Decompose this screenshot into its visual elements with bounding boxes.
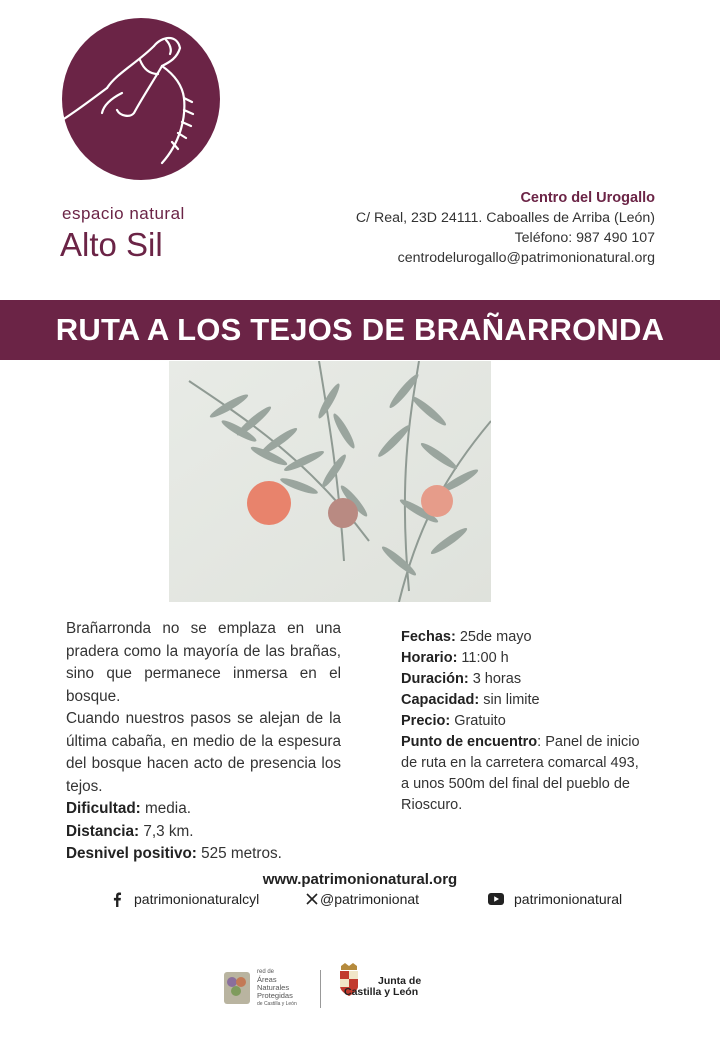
route-description	[66, 618, 341, 866]
x-logo-icon	[306, 893, 318, 905]
youtube-link[interactable]	[488, 891, 622, 907]
junta-text	[344, 975, 422, 998]
capercaillie-logo-icon	[62, 18, 220, 180]
schedule-row	[401, 648, 641, 669]
protected-areas-text	[257, 968, 297, 1008]
dates-row	[401, 627, 641, 648]
schedule-value: 11:00 h	[457, 650, 509, 666]
meeting-row	[401, 732, 641, 816]
youtube-handle: patrimonionatural	[514, 891, 623, 907]
yew-photo	[169, 361, 491, 602]
logo-title: Alto Sil	[60, 226, 163, 263]
protected-areas-logo	[223, 966, 315, 1010]
price-label: Precio:	[401, 713, 451, 729]
event-details	[401, 627, 641, 816]
price-row	[401, 711, 641, 732]
contact-name: Centro del Urogallo	[520, 190, 655, 206]
difficulty-value: media.	[140, 800, 191, 817]
junta-logo	[337, 962, 421, 998]
dates-value: 25de mayo	[455, 629, 532, 645]
meeting-label: Punto de encuentro	[401, 734, 538, 750]
twitter-handle: @patrimonionat	[320, 891, 420, 907]
distance-value: 7,3 km.	[139, 822, 194, 840]
route-title: RUTA A LOS TEJOS DE BRAÑARRONDA	[55, 312, 665, 347]
contact-phone: Teléfono: 987 490 107	[514, 230, 655, 246]
distance-row	[66, 821, 341, 844]
description-paragraph-2: Cuando nuestros pasos se alejan de la última cabaña, en medio de la espesura del bosque hacen acto de presencia los tejos.	[66, 710, 341, 795]
difficulty-row	[66, 798, 341, 821]
network-line-3: Naturales	[257, 983, 290, 992]
price-value: Gratuito	[450, 713, 506, 729]
logo-subtitle: espacio natural	[62, 204, 185, 223]
distance-label: Distancia:	[66, 822, 140, 840]
twitter-link[interactable]	[306, 891, 419, 907]
network-line-1: red de	[257, 969, 275, 975]
yew-branch-icon	[169, 361, 491, 602]
facebook-link[interactable]	[112, 891, 259, 907]
meeting-value: : Panel de inicio de ruta en la carretera comarcal 493, a unos 500m del final del pueblo de Rioscuro.	[401, 734, 640, 813]
duration-value: 3 horas	[468, 671, 522, 687]
elevation-label: Desnivel positivo:	[66, 845, 197, 862]
title-banner	[0, 300, 720, 360]
description-paragraph-1: Brañarronda no se emplaza en una pradera como la mayoría de las brañas, sino que permanece inmersa en el bosque.	[66, 620, 341, 705]
junta-line-2: Castilla y León	[344, 986, 419, 998]
duration-label: Duración:	[401, 671, 469, 687]
elevation-value: 525 metros.	[196, 845, 282, 862]
contact-address: C/ Real, 23D 24111. Caboalles de Arriba (León)	[355, 210, 655, 226]
youtube-icon	[488, 893, 504, 905]
facebook-handle: patrimonionaturalcyl	[134, 891, 260, 907]
protected-areas-icon	[223, 971, 251, 1005]
partner-divider	[320, 970, 321, 1008]
network-line-5: de Castilla y León	[257, 1001, 297, 1007]
elevation-row	[66, 843, 341, 866]
contact-block	[356, 188, 655, 268]
network-line-2: Áreas	[257, 975, 277, 984]
network-line-4: Protegidas	[257, 991, 293, 1000]
duration-row	[401, 669, 641, 690]
dates-label: Fechas:	[401, 629, 456, 645]
junta-line-1: Junta de	[378, 975, 422, 987]
capacity-label: Capacidad:	[401, 692, 480, 708]
facebook-icon	[112, 892, 122, 907]
capacity-row	[401, 690, 641, 711]
capacity-value: sin limite	[479, 692, 540, 708]
difficulty-label: Dificultad:	[66, 800, 141, 817]
alto-sil-logo	[62, 18, 220, 180]
website-link[interactable]: www.patrimonionatural.org	[262, 871, 458, 888]
contact-email[interactable]: centrodelurogallo@patrimonionatural.org	[397, 250, 655, 266]
schedule-label: Horario:	[401, 650, 458, 666]
